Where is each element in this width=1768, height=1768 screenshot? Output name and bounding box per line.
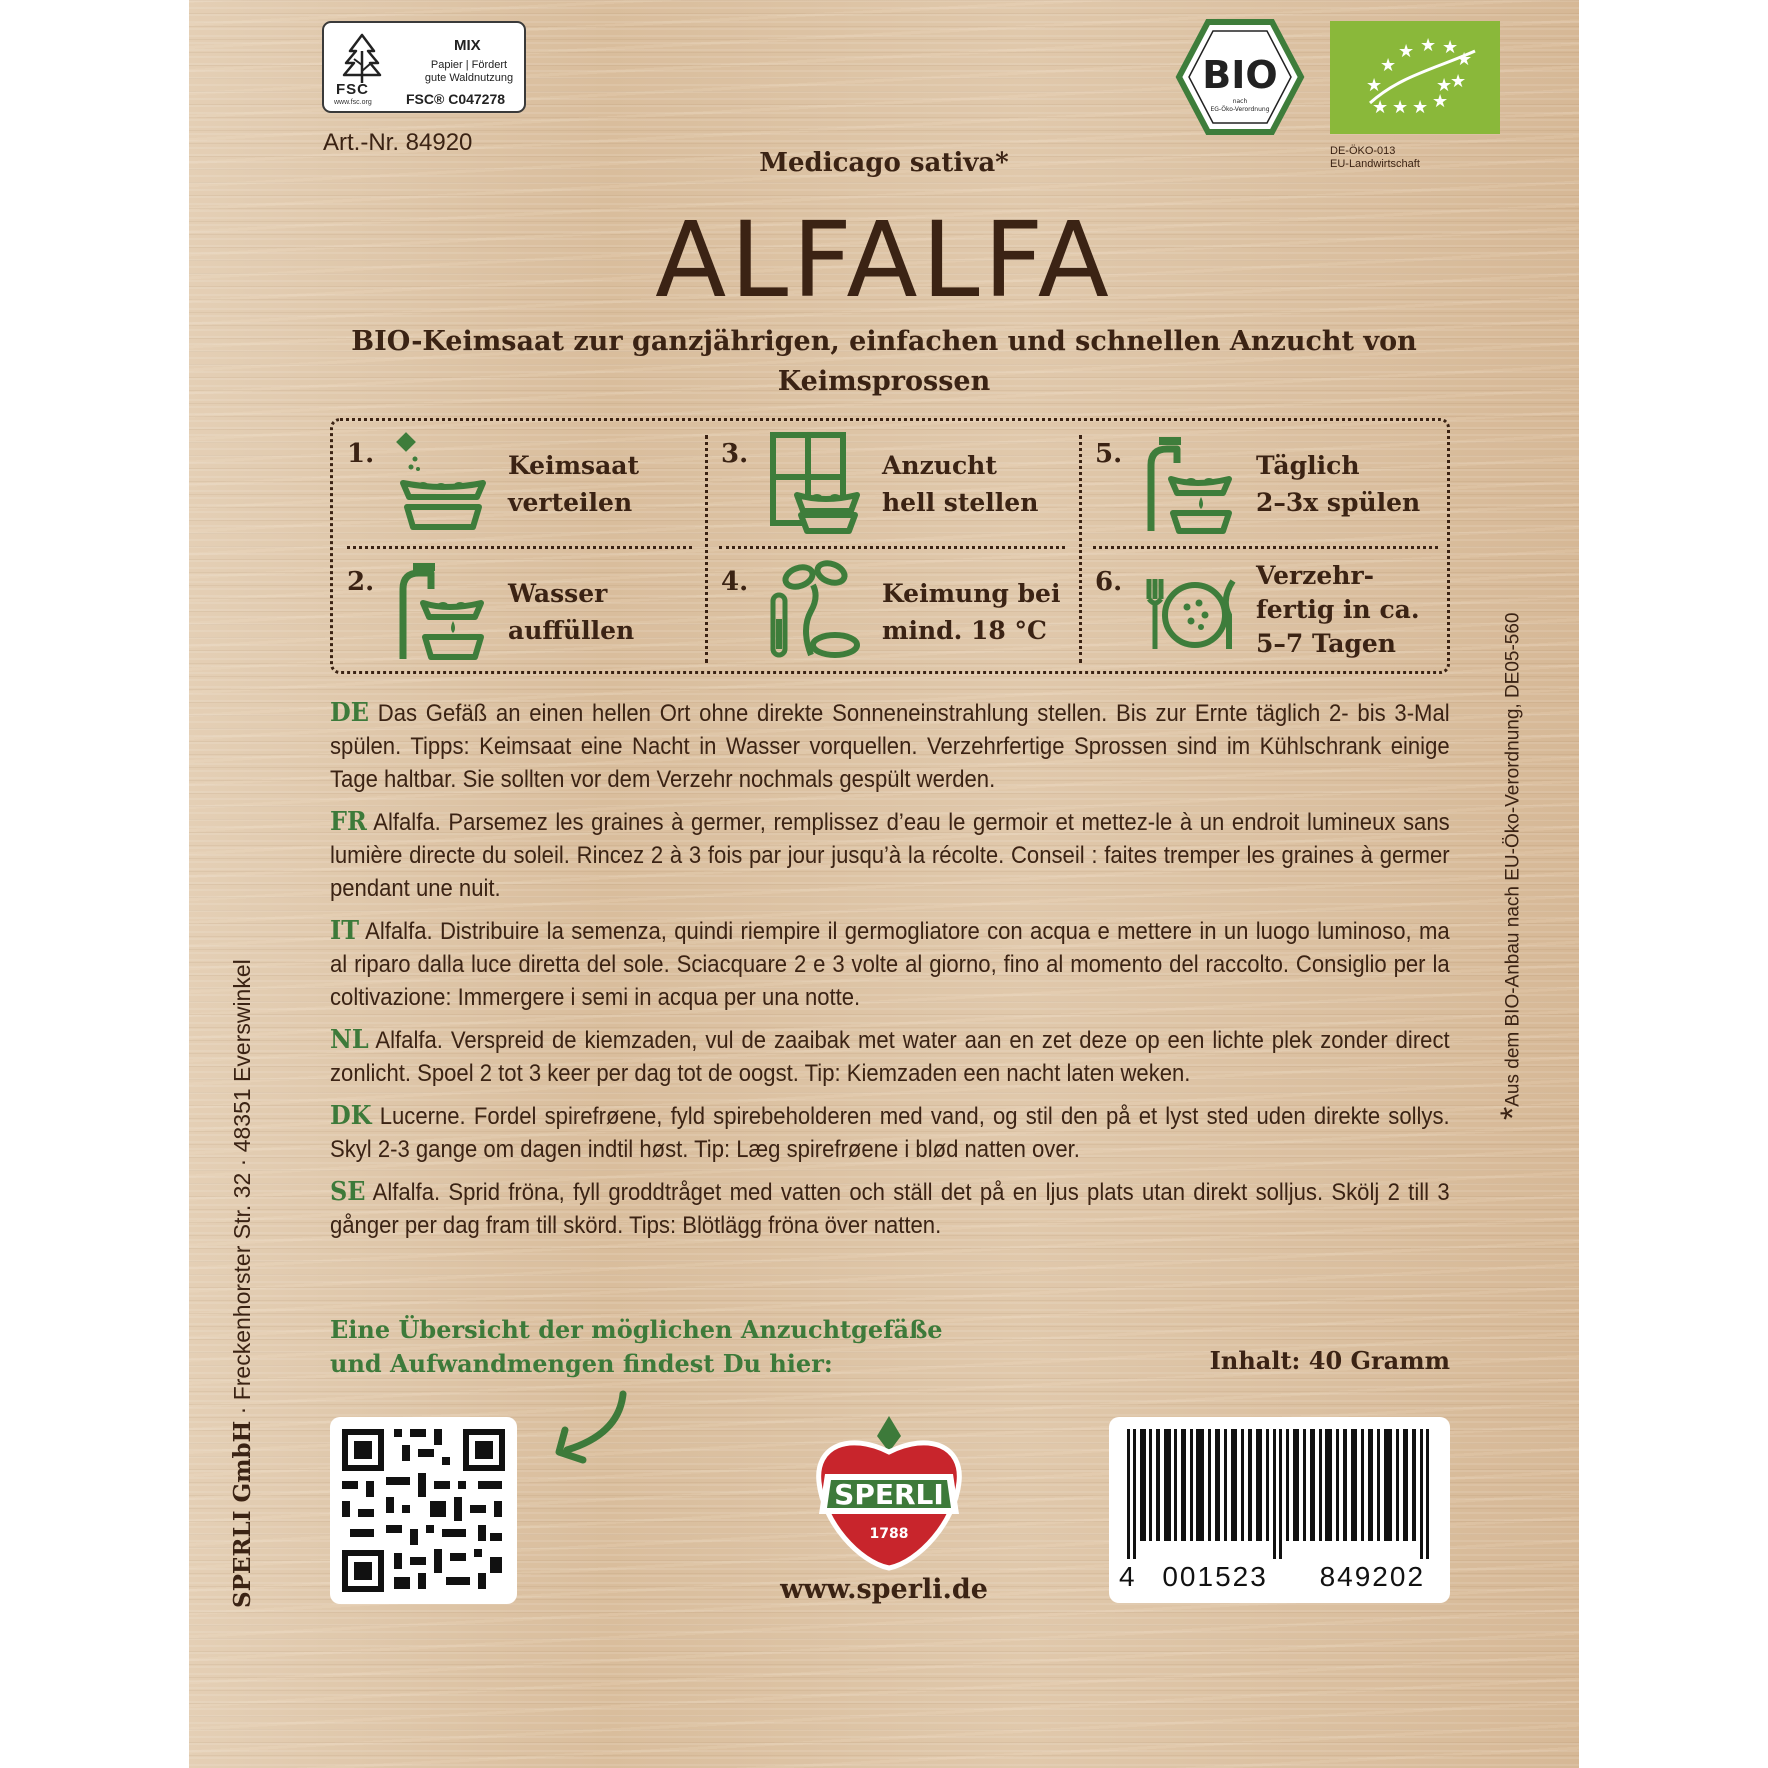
organic-footnote-text: Aus dem BIO-Anbau nach EU-Öko-Verordnung, DE05-560	[1502, 612, 1524, 1107]
thermometer-sprout-icon	[767, 559, 862, 664]
step-text: Keimung bei mind. 18 °C	[882, 579, 1061, 645]
plate-cutlery-icon	[1141, 559, 1236, 664]
eu-leaf-stars-icon	[1330, 21, 1500, 134]
paragraph-fr	[330, 806, 1450, 905]
svg-text:★: ★	[1436, 75, 1453, 96]
step-number: 4.	[721, 567, 749, 597]
company-street: · Freckenhorster Str. 32 · 48351 Everswinkel	[229, 959, 255, 1415]
svg-text:★: ★	[1456, 49, 1473, 70]
svg-text:★: ★	[1392, 97, 1409, 118]
fsc-description-line1: Papier | Fördert	[430, 59, 508, 71]
language-code: NL	[330, 1025, 369, 1055]
svg-text:★: ★	[1380, 55, 1397, 76]
content-amount: Inhalt: 40 Gramm	[1209, 1346, 1450, 1375]
bio-seal-label: BIO	[1202, 53, 1278, 97]
language-code: IT	[330, 916, 359, 946]
language-code: FR	[330, 807, 367, 837]
multilingual-instructions	[330, 697, 1450, 1252]
language-code: SE	[330, 1177, 366, 1207]
article-number: Art.-Nr. 84920	[323, 129, 473, 156]
eu-control-code-line1: DE-ÖKO-013	[1330, 145, 1396, 157]
fsc-mix-label: MIX	[454, 37, 481, 54]
paragraph-dk	[330, 1100, 1450, 1166]
fsc-description-line2: gute Waldnutzung	[424, 72, 514, 84]
paragraph-text: Alfalfa. Distribuire la semenza, quindi riempire il germogliatore con acqua e mettere in un luogo luminoso, ma al riparo dalla luce diretta del sole. Sciacquare 2 e 3 volte al giorno, fino al momento del raccolto. Consiglio per la coltivazione: Immergere i semi in acqua per una notte.	[330, 918, 1450, 1011]
arrow-icon	[539, 1390, 639, 1470]
bio-seal-small1: nach	[1232, 98, 1248, 105]
fsc-badge	[322, 21, 526, 113]
barcode-digits	[1119, 1561, 1439, 1593]
step-number: 5.	[1095, 439, 1123, 469]
fsc-logo-text: FSC	[336, 81, 369, 98]
seed-sprinkle-icon	[393, 431, 488, 536]
eu-control-code-line2: EU-Landwirtschaft	[1330, 158, 1420, 170]
organic-footnote	[1494, 612, 1533, 1120]
svg-text:★: ★	[1412, 97, 1429, 118]
svg-text:★: ★	[1366, 75, 1383, 96]
svg-text:★: ★	[1398, 41, 1415, 62]
paragraph-text: Lucerne. Fordel spirefrøene, fyld spirebeholderen med vand, og stil den på et lyst sted uden direkte sollys. Skyl 2-3 gange om dagen indtil høst. Tip: Læg spirefrøene i blød natten over.	[330, 1103, 1450, 1163]
latin-name: Medicago sativa*	[759, 148, 1009, 178]
paragraph-it	[330, 915, 1450, 1014]
step-number: 6.	[1095, 567, 1123, 597]
paragraph-text: Alfalfa. Parsemez les graines à germer, remplissez d’eau le germoir et mettez-le à un endroit lumineux sans lumière directe du soleil. Rincez 2 à 3 fois par jour jusqu’à la récolte. Conseil : faites tremper les graines à germer pendant une nuit.	[330, 809, 1450, 902]
barcode-first-digit: 4	[1119, 1561, 1135, 1592]
overview-note	[330, 1313, 943, 1381]
language-code: DE	[330, 698, 369, 728]
bio-seal-icon	[1175, 18, 1305, 136]
company-name: SPERLI GmbH	[229, 1420, 256, 1608]
svg-text:★: ★	[1432, 91, 1449, 112]
water-tap-icon	[393, 559, 488, 664]
asterisk-icon: *	[1494, 1106, 1532, 1120]
website-link[interactable]: www.sperli.de	[780, 1574, 988, 1605]
barcode-bars-icon	[1127, 1429, 1432, 1559]
bio-seal-small2: EG-Öko-Verordnung	[1210, 106, 1270, 113]
fsc-description	[414, 59, 524, 85]
paragraph-nl	[330, 1024, 1450, 1090]
company-address	[229, 959, 256, 1608]
instructions-box	[330, 418, 1450, 674]
sperli-logo	[809, 1412, 969, 1572]
step-number: 1.	[347, 439, 375, 469]
paragraph-se	[330, 1176, 1450, 1242]
eu-organic-logo	[1330, 21, 1500, 134]
step-text: Anzucht hell stellen	[882, 451, 1039, 517]
step-3	[707, 421, 1079, 545]
window-icon	[767, 431, 862, 536]
paragraph-de	[330, 697, 1450, 796]
step-text: Keimsaat verteilen	[508, 451, 640, 517]
barcode	[1109, 1417, 1450, 1603]
step-1	[333, 421, 705, 545]
fsc-code: FSC® C047278	[406, 91, 506, 107]
product-subtitle: BIO-Keimsaat zur ganzjährigen, einfachen und schnellen Anzucht von Keimsprossen	[351, 326, 1417, 397]
paragraph-text: Das Gefäß an einen hellen Ort ohne direkte Sonneneinstrahlung stellen. Bis zur Ernte täglich 2- bis 3-Mal spülen. Tipps: Keimsaat eine Nacht in Wasser vorquellen. Verzehrfertige Sprossen sind im Kühlschrank einige Tage haltbar. Sie sollten vor dem Verzehr nochmals gespült werden.	[330, 700, 1450, 793]
overview-line1: Eine Übersicht der möglichen Anzuchtgefäße	[330, 1315, 943, 1344]
rinse-tap-icon	[1141, 431, 1236, 536]
svg-text:★: ★	[1442, 37, 1459, 58]
brand-year: 1788	[869, 1526, 909, 1542]
product-title: ALFALFA	[655, 199, 1113, 321]
fsc-tree-icon	[334, 31, 390, 87]
fsc-url: www.fsc.org	[334, 99, 372, 106]
barcode-group1: 001523	[1162, 1561, 1268, 1592]
step-number: 3.	[721, 439, 749, 469]
brand-name: SPERLI	[834, 1478, 944, 1511]
step-4	[707, 549, 1079, 673]
step-text: Wasser auffüllen	[508, 579, 635, 645]
svg-text:★: ★	[1420, 35, 1437, 56]
language-code: DK	[330, 1101, 372, 1131]
paragraph-text: Alfalfa. Verspreid de kiemzaden, vul de zaaibak met water aan en zet deze op een lichte plek zonder direct zonlicht. Spoel 2 tot 3 keer per dag tot de oogst. Tip: Kiemzaden een nacht laten weken.	[330, 1027, 1450, 1087]
step-text: Täglich 2–3x spülen	[1256, 451, 1421, 517]
seed-packet-back	[189, 0, 1579, 1768]
step-2	[333, 549, 705, 673]
step-text: Verzehr- fertig in ca. 5–7 Tagen	[1256, 561, 1420, 658]
step-6	[1081, 549, 1453, 673]
step-5	[1081, 421, 1453, 545]
paragraph-text: Alfalfa. Sprid fröna, fyll groddtråget med vatten och ställ det på en ljus plats utan direkt solljus. Skölj 2 till 3 gånger per dag fram till skörd. Tips: Blötlägg fröna över natten.	[330, 1179, 1450, 1239]
svg-text:★: ★	[1450, 71, 1467, 92]
overview-line2: und Aufwandmengen findest Du hier:	[330, 1349, 833, 1378]
svg-text:★: ★	[1372, 97, 1389, 118]
barcode-group2: 849202	[1319, 1561, 1426, 1592]
step-number: 2.	[347, 567, 375, 597]
